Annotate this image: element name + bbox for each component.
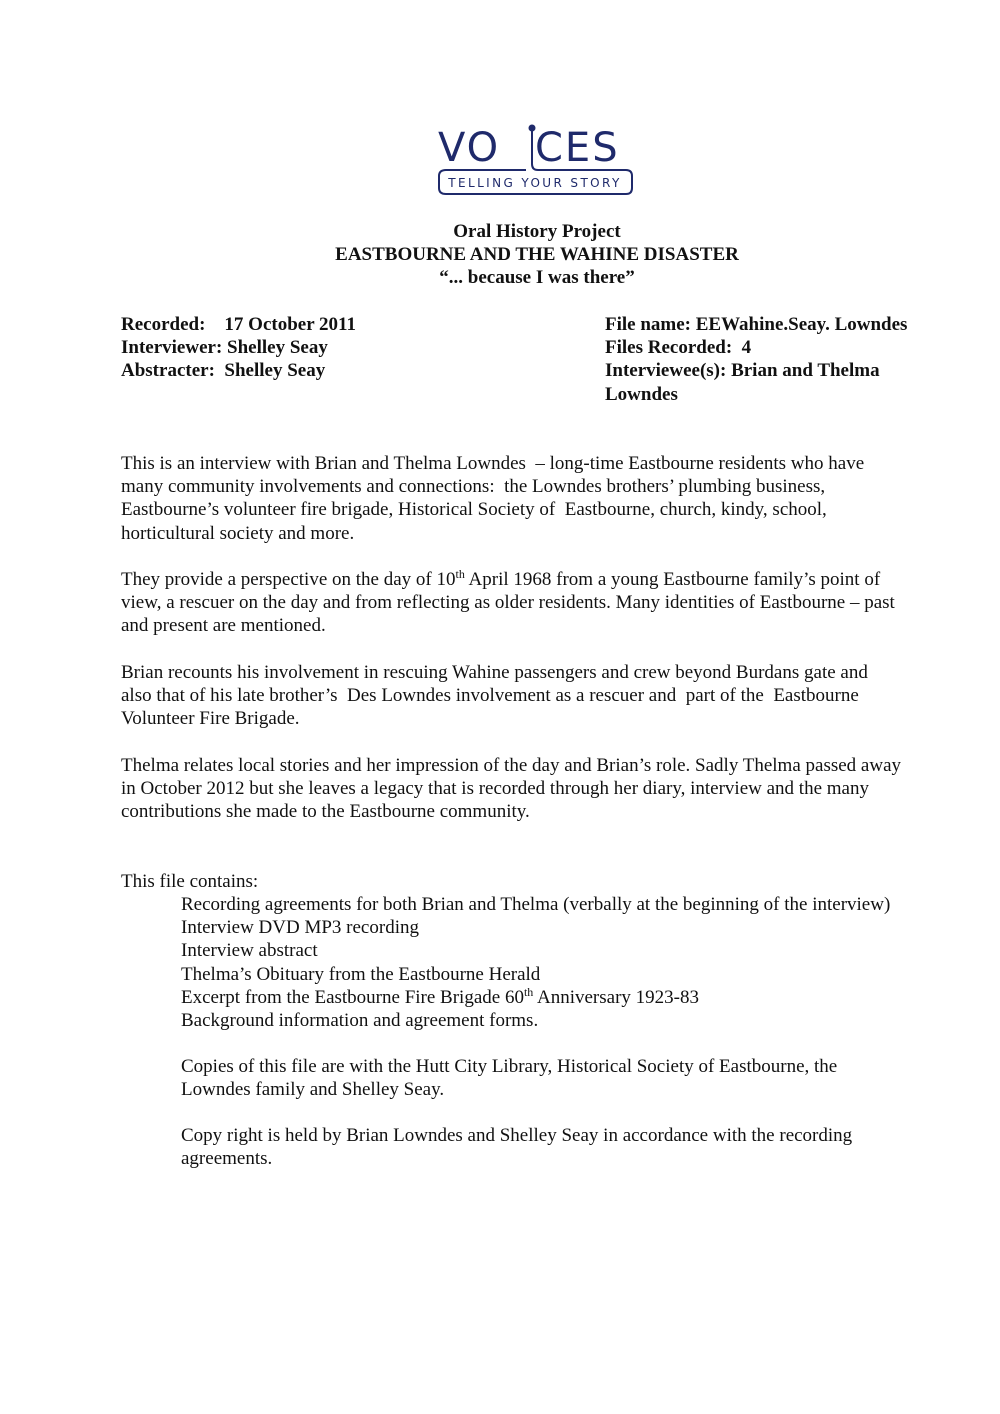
list-item: Interview DVD MP3 recording bbox=[181, 917, 419, 939]
text-line: Volunteer Fire Brigade. bbox=[121, 708, 300, 730]
superscript: th bbox=[455, 567, 465, 581]
text-line: agreements. bbox=[181, 1148, 273, 1170]
contents-list bbox=[181, 893, 890, 1032]
meta-right bbox=[605, 313, 907, 406]
abstracter: Abstracter: Shelley Seay bbox=[121, 360, 326, 382]
text-line: Copy right is held by Brian Lowndes and Shelley Seay in accordance with the recording bbox=[181, 1125, 853, 1146]
text-line bbox=[121, 568, 895, 591]
text-line: contributions she made to the Eastbourne community. bbox=[121, 801, 530, 823]
text-line: This file contains: bbox=[121, 871, 259, 892]
voices-logo bbox=[436, 124, 636, 204]
interviewees-cont: Lowndes bbox=[605, 383, 678, 405]
text-line: Brian recounts his involvement in rescuing Wahine passengers and crew beyond Burdans gate and bbox=[121, 662, 868, 683]
list-item: Thelma’s Obituary from the Eastbourne Herald bbox=[181, 963, 541, 985]
text-line: Eastbourne’s volunteer fire brigade, Historical Society of Eastbourne, church, kindy, school, bbox=[121, 499, 827, 521]
files-recorded: Files Recorded: 4 bbox=[605, 337, 752, 359]
list-item: Background information and agreement forms. bbox=[181, 1009, 539, 1031]
interviewees: Interviewee(s): Brian and Thelma bbox=[605, 360, 880, 382]
document-title: EASTBOURNE AND THE WAHINE DISASTER bbox=[335, 244, 739, 266]
svg-text:CES: CES bbox=[535, 125, 620, 171]
text-span: April 1968 from a young Eastbourne family’s point of bbox=[464, 569, 881, 590]
text-line: view, a rescuer on the day and from reflecting as older residents. Many identities of Eastbourne – past bbox=[121, 592, 895, 614]
copies-paragraph bbox=[181, 1055, 837, 1101]
paragraph-intro bbox=[121, 452, 864, 545]
text-line: Thelma relates local stories and her impression of the day and Brian’s role. Sadly Thelma passed away bbox=[121, 755, 902, 776]
document-header bbox=[0, 220, 1000, 290]
text-line: Copies of this file are with the Hutt City Library, Historical Society of Eastbourne, the bbox=[181, 1056, 838, 1077]
paragraph-perspective bbox=[121, 568, 895, 638]
text-line: Lowndes family and Shelley Seay. bbox=[181, 1079, 445, 1101]
svg-text:TELLING YOUR STORY: TELLING YOUR STORY bbox=[448, 176, 622, 190]
superscript: th bbox=[523, 984, 534, 999]
text-span: Anniversary 1923-83 bbox=[533, 986, 699, 1008]
text-span: They provide a perspective on the day of 10 bbox=[121, 569, 456, 590]
meta-left bbox=[121, 313, 356, 383]
list-item: Interview abstract bbox=[181, 940, 318, 962]
list-item: Recording agreements for both Brian and Thelma (verbally at the beginning of the interview) bbox=[181, 894, 891, 915]
interviewer: Interviewer: Shelley Seay bbox=[121, 337, 328, 359]
paragraph-thelma bbox=[121, 754, 901, 824]
text-line: This is an interview with Brian and Thelma Lowndes – long-time Eastbourne residents who have bbox=[121, 453, 865, 474]
file-name: File name: EEWahine.Seay. Lowndes bbox=[605, 314, 908, 335]
document-quote: “... because I was there” bbox=[439, 267, 635, 289]
text-line: also that of his late brother’s Des Lowndes involvement as a rescuer and part of the Eastbourne bbox=[121, 685, 859, 707]
text-line: many community involvements and connections: the Lowndes brothers’ plumbing business, bbox=[121, 476, 826, 498]
project-label: Oral History Project bbox=[453, 221, 621, 242]
contents-intro bbox=[121, 870, 258, 893]
recorded-date: Recorded: 17 October 2011 bbox=[121, 314, 356, 335]
copyright-paragraph bbox=[181, 1124, 852, 1170]
text-line: and present are mentioned. bbox=[121, 615, 326, 637]
text-line: in October 2012 but she leaves a legacy that is recorded through her diary, interview and the many bbox=[121, 778, 869, 800]
list-item bbox=[181, 986, 890, 1009]
svg-text:VO: VO bbox=[438, 125, 501, 171]
text-line: horticultural society and more. bbox=[121, 522, 355, 544]
paragraph-brian bbox=[121, 661, 868, 731]
text-span: Excerpt from the Eastbourne Fire Brigade 60 bbox=[181, 986, 524, 1008]
